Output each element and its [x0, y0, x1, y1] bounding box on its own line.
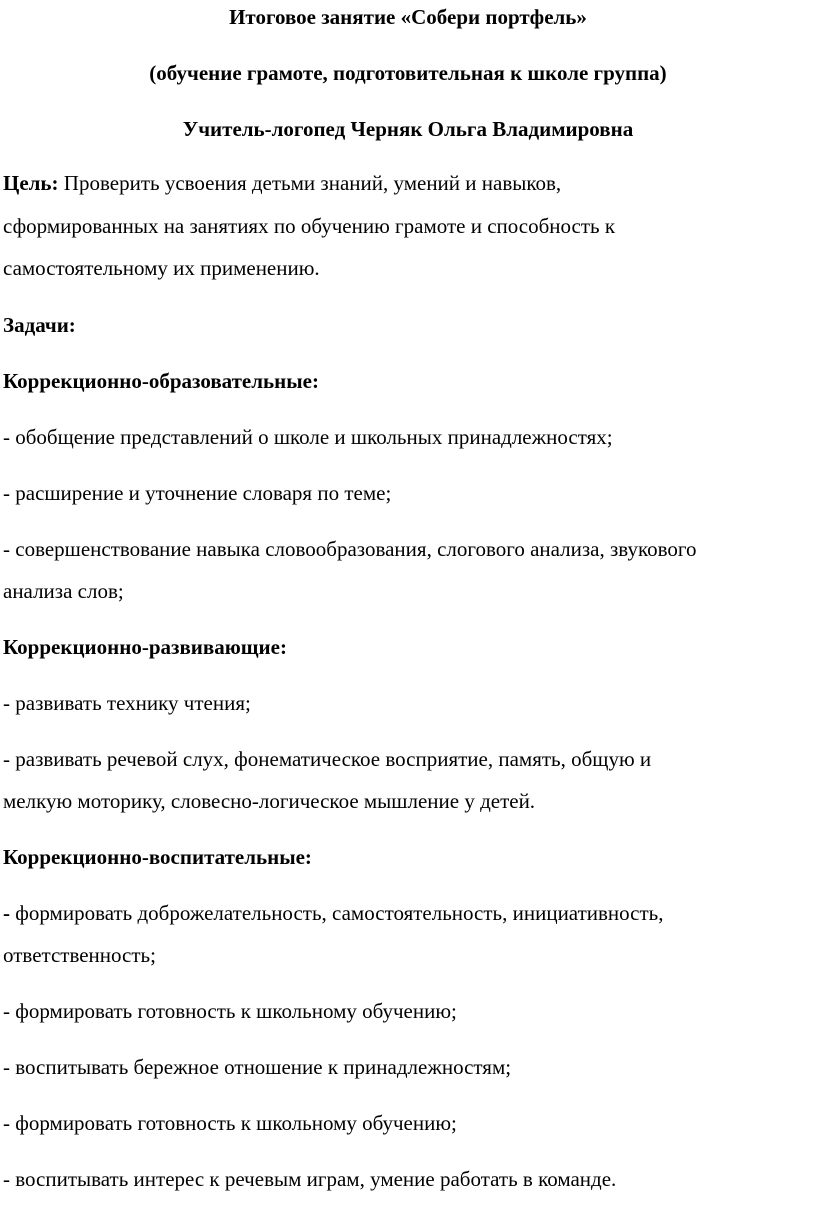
upbringing-item-3: - воспитывать бережное отношение к принадлежностям; — [3, 1055, 512, 1079]
tasks-heading: Задачи: — [3, 313, 76, 337]
developmental-item-2-line-1: - развивать речевой слух, фонематическое восприятие, память, общую и — [3, 747, 652, 771]
goal-text-1: Проверить усвоения детьми знаний, умений и навыков, — [58, 171, 562, 195]
goal-line-2: сформированных на занятиях по обучению грамоте и способность к — [3, 214, 616, 238]
upbringing-item-1-dash: - — [3, 901, 10, 925]
document-title: Итоговое занятие «Собери портфель» — [229, 5, 587, 29]
educational-item-2: - расширение и уточнение словаря по теме; — [3, 481, 392, 505]
upbringing-heading: Коррекционно-воспитательные: — [3, 845, 312, 869]
educational-item-3-line-1: - совершенствование навыка словообразования, слогового анализа, звукового — [3, 537, 697, 561]
developmental-item-1: - развивать технику чтения; — [3, 691, 251, 715]
upbringing-item-1-line-1 — [3, 900, 664, 926]
educational-item-1: - обобщение представлений о школе и школьных принадлежностях; — [3, 425, 613, 449]
goal-label: Цель: — [3, 171, 59, 195]
upbringing-item-5: - воспитывать интерес к речевым играм, умение работать в команде. — [3, 1167, 617, 1191]
author-line: Учитель-логопед Черняк Ольга Владимировна — [182, 117, 634, 141]
upbringing-item-1-line-2: ответственность; — [3, 943, 156, 967]
upbringing-item-1-text: формировать доброжелательность, самостоятельность, инициативность, — [10, 901, 664, 925]
document-subtitle: (обучение грамоте, подготовительная к школе группа) — [149, 61, 667, 85]
educational-heading: Коррекционно-образовательные: — [3, 369, 319, 393]
developmental-item-2-line-2: мелкую моторику, словесно-логическое мышление у детей. — [3, 789, 536, 813]
upbringing-item-2: - формировать готовность к школьному обучению; — [3, 999, 457, 1023]
educational-item-3-line-2: анализа слов; — [3, 579, 124, 603]
goal-line-3: самостоятельному их применению. — [3, 256, 320, 280]
developmental-heading: Коррекционно-развивающие: — [3, 635, 287, 659]
goal-line-1 — [3, 170, 561, 196]
upbringing-item-4: - формировать готовность к школьному обучению; — [3, 1111, 457, 1135]
